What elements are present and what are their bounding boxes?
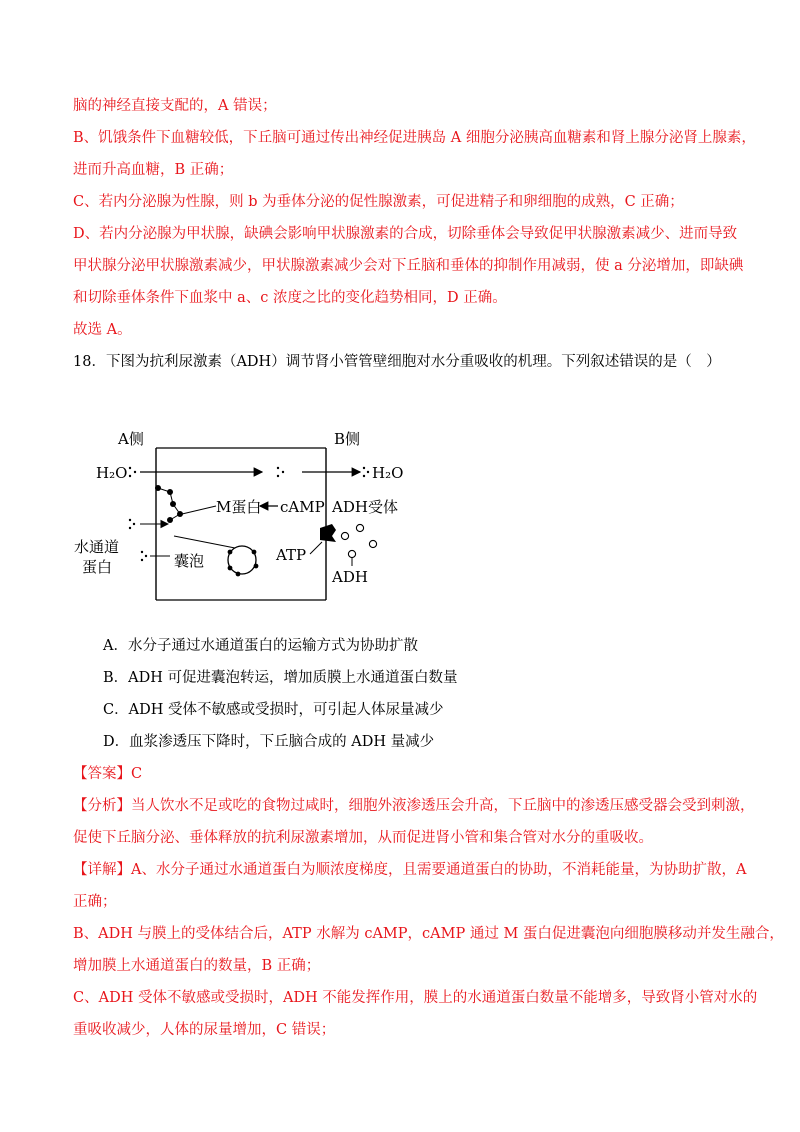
vesicle-shape [228,546,256,574]
adh-receptor-shape [320,524,336,542]
option-c: C．ADH 受体不敏感或受损时，可引起人体尿量减少 [103,702,444,718]
label-aquaporin-1: 水通道 [74,538,120,556]
label-h2o-right: H₂O [372,464,404,482]
water-dots-right [363,467,369,477]
prev-analysis-line-3: 进而升高血糖，B 正确； [73,162,234,178]
answer-value: C [131,766,143,782]
question-stem: 18．下图为抗利尿激素（ADH）调节肾小管管壁细胞对水分重吸收的机理。下列叙述错误的是（ ） [73,354,721,370]
label-h2o-left: H₂O [96,464,128,482]
vesicle-fusion-chain [155,485,183,523]
detail-label: 【详解】 [73,862,131,878]
prev-analysis-line-4: C、若内分泌腺为性腺，则 b 为垂体分泌的促性腺激素，可促进精子和卵细胞的成熟，C 正确； [73,194,684,210]
prev-analysis-line-6: 甲状腺分泌甲状腺激素减少，甲状腺激素减少会对下丘脑和垂体的抑制作用减弱，使 a 分泌增加，即缺碘 [73,258,744,274]
water-dots-mid [129,519,147,561]
prev-analysis-line-5: D、若内分泌腺为甲状腺，缺碘会影响甲状腺激素的合成，切除垂体会导致促甲状腺激素减少、进而导致 [73,226,738,242]
detail-line-5: C、ADH 受体不敏感或受损时，ADH 不能发挥作用，膜上的水通道蛋白数量不能增多，导致肾小管对水的 [73,990,758,1006]
vesicle-path [174,536,235,548]
detail-line-3: B、ADH 与膜上的受体结合后，ATP 水解为 cAMP，cAMP 通过 M 蛋白促进囊泡向细胞膜移动并发生融合， [73,926,784,942]
analysis-line-1 [73,796,755,816]
analysis-text-1: 当人饮水不足或吃的食物过咸时，细胞外液渗透压会升高，下丘脑中的渗透压感受器会受到刺激， [131,798,755,814]
option-a: A．水分子通过水通道蛋白的运输方式为协助扩散 [103,638,418,654]
m-protein-link [182,506,216,514]
label-atp: ATP [276,546,307,564]
detail-line-1 [73,860,747,880]
option-d: D．血浆渗透压下降时，下丘脑合成的 ADH 量减少 [103,734,435,750]
answer-line [73,764,733,784]
option-b: B．ADH 可促进囊泡转运，增加质膜上水通道蛋白数量 [103,670,458,686]
label-side-a: A侧 [118,430,144,448]
label-side-b: B侧 [334,430,361,448]
vesicle-aquaporins [228,550,259,577]
label-adh: ADH [332,568,368,586]
prev-analysis-line-7: 和切除垂体条件下血浆中 a、c 浓度之比的变化趋势相同，D 正确。 [73,290,507,306]
label-camp: cAMP [280,498,325,516]
prev-conclusion: 故选 A。 [73,322,132,338]
prev-analysis-line-2: B、饥饿条件下血糖较低，下丘脑可通过传出神经促进胰岛 A 细胞分泌胰高血糖素和肾上腺分泌肾上腺素， [73,130,756,146]
label-adh-receptor: ADH受体 [332,498,398,516]
answer-label: 【答案】 [73,766,131,782]
detail-line-6: 重吸收减少，人体的尿量增加，C 错误； [73,1022,336,1038]
detail-line-2: 正确； [73,894,117,910]
label-vesicle: 囊泡 [174,552,205,570]
detail-text-1: A、水分子通过水通道蛋白为顺浓度梯度，且需要通道蛋白的协助，不消耗能量，为协助扩散，A [131,862,747,878]
atp-link [310,542,322,554]
analysis-line-2: 促使下丘脑分泌、垂体释放的抗利尿激素增加，从而促进肾小管和集合管对水分的重吸收。 [73,830,653,846]
label-aquaporin-2: 蛋白 [82,558,113,576]
prev-analysis-line-1: 脑的神经直接支配的，A 错误； [73,98,277,114]
adh-mechanism-diagram [70,420,410,610]
adh-molecules [341,524,376,557]
label-m-protein: M蛋白 [216,498,262,516]
analysis-label: 【分析】 [73,798,131,814]
detail-line-4: 增加膜上水通道蛋白的数量，B 正确； [73,958,321,974]
